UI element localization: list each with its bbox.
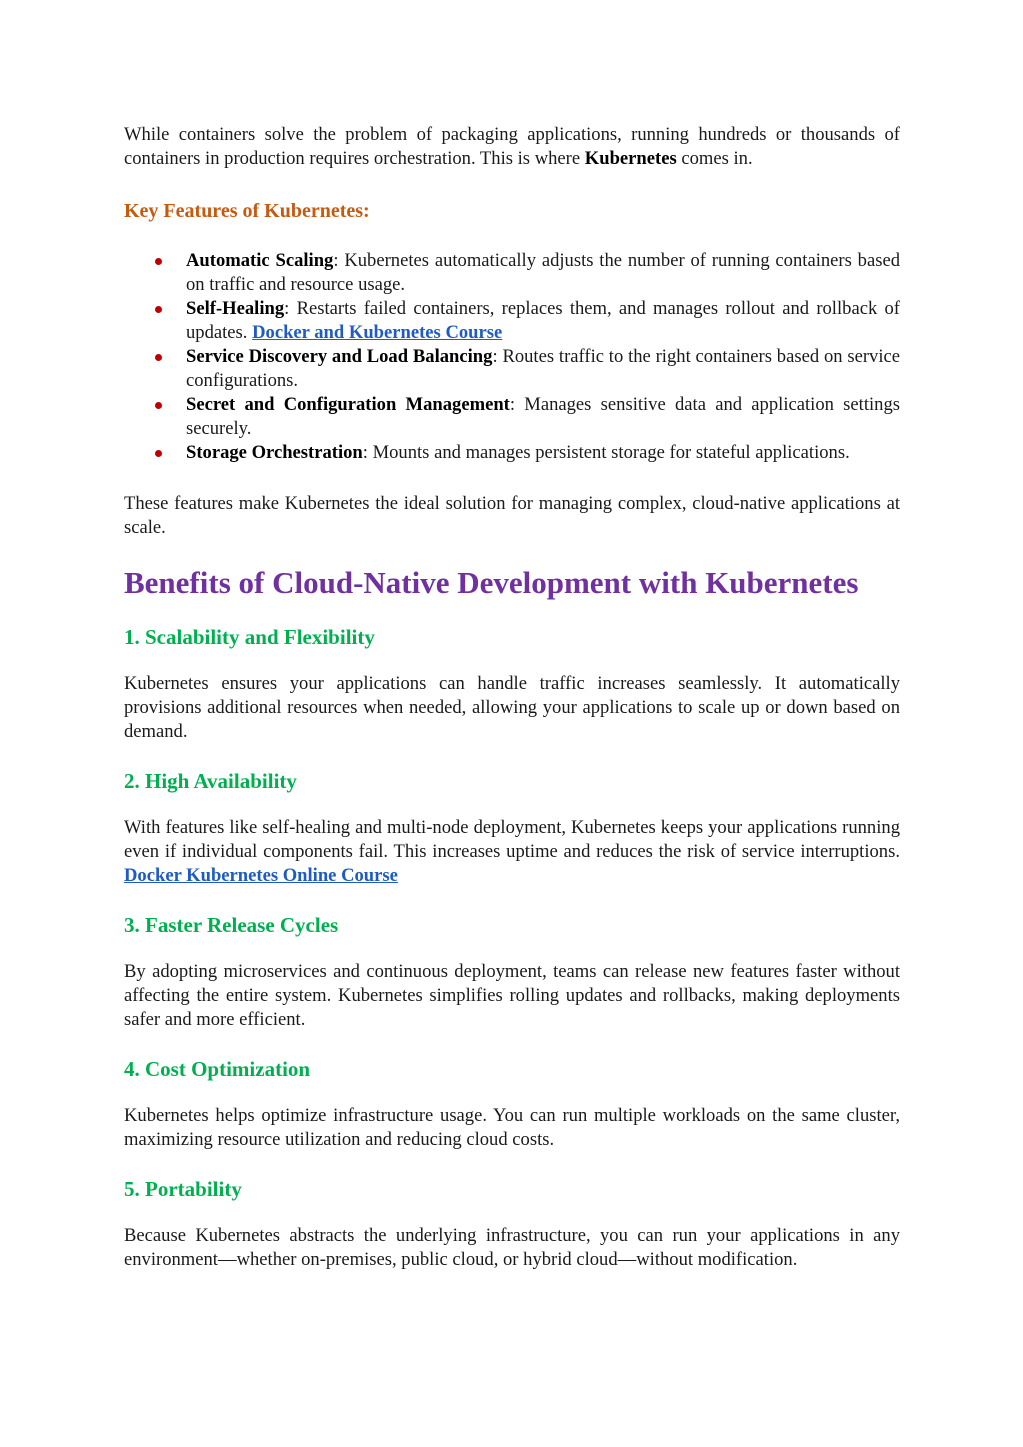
benefits-heading: Benefits of Cloud-Native Development with Kubernetes (124, 565, 859, 600)
section-text: Kubernetes ensures your applications can handle traffic increases seamlessly. It automatically provisions additional resources when needed, allowing your applications to scale up or down based on demand. (124, 673, 900, 742)
feature-desc: : Restarts failed containers, replaces them, and manages rollout and rollback of updates. (186, 298, 900, 343)
intro-text: While containers solve the problem of packaging applications, running hundreds or thousands of containers in production requires orchestration. This is where (124, 124, 900, 169)
section-text-cost (124, 1104, 900, 1152)
list-item (124, 441, 900, 465)
section-text-portability (124, 1224, 900, 1272)
bullet-icon (155, 450, 162, 457)
section-text: With features like self-healing and multi-node deployment, Kubernetes keeps your applications running even if individual components fail. This increases uptime and reduces the risk of service interruptions. (124, 817, 900, 862)
section-heading-scalability: 1. Scalability and Flexibility (124, 625, 375, 649)
feature-term: Automatic Scaling (186, 250, 334, 271)
feature-desc: : Manages sensitive data and application settings securely. (186, 394, 900, 439)
intro-bold-kubernetes: Kubernetes (584, 148, 677, 169)
docker-kubernetes-online-course-link[interactable]: Docker Kubernetes Online Course (124, 865, 398, 886)
key-features-heading: Key Features of Kubernetes: (124, 200, 370, 222)
section-heading-portability: 5. Portability (124, 1177, 242, 1201)
intro-paragraph (124, 123, 900, 171)
section-text: Kubernetes helps optimize infrastructure usage. You can run multiple workloads on the same cluster, maximizing resource utilization and reducing cloud costs. (124, 1105, 900, 1150)
bullet-icon (155, 306, 162, 313)
document-page (124, 123, 900, 1296)
list-item (124, 345, 900, 393)
section-text-release-cycles (124, 960, 900, 1032)
feature-term: Storage Orchestration (186, 442, 363, 463)
list-item (124, 297, 900, 345)
section-text-scalability (124, 672, 900, 744)
list-item (124, 249, 900, 297)
section-text-availability (124, 816, 900, 888)
section-text: By adopting microservices and continuous deployment, teams can release new features faster without affecting the entire system. Kubernetes simplifies rolling updates and rollbacks, making deployments safer and more efficient. (124, 961, 900, 1030)
key-features-list (124, 249, 900, 465)
feature-desc: : Routes traffic to the right containers based on service configurations. (186, 346, 901, 391)
bullet-icon (155, 354, 162, 361)
section-heading-cost: 4. Cost Optimization (124, 1057, 311, 1081)
feature-term: Service Discovery and Load Balancing (186, 346, 493, 367)
feature-desc: : Kubernetes automatically adjusts the number of running containers based on traffic and resource usage. (186, 250, 900, 295)
feature-desc: : Mounts and manages persistent storage for stateful applications. (362, 442, 850, 463)
docker-kubernetes-course-link[interactable]: Docker and Kubernetes Course (252, 322, 503, 343)
list-item (124, 393, 900, 441)
feature-term: Self-Healing (186, 298, 285, 319)
feature-term: Secret and Configuration Management (186, 394, 510, 415)
bullet-icon (155, 402, 162, 409)
section-heading-release-cycles: 3. Faster Release Cycles (124, 913, 339, 937)
intro-text-end: comes in. (676, 148, 753, 169)
bullet-icon (155, 258, 162, 265)
section-text: Because Kubernetes abstracts the underlying infrastructure, you can run your applications in any environment—whether on-premises, public cloud, or hybrid cloud—without modification. (124, 1225, 900, 1270)
section-heading-availability: 2. High Availability (124, 769, 297, 793)
features-summary: These features make Kubernetes the ideal solution for managing complex, cloud-native applications at scale. (124, 493, 900, 538)
